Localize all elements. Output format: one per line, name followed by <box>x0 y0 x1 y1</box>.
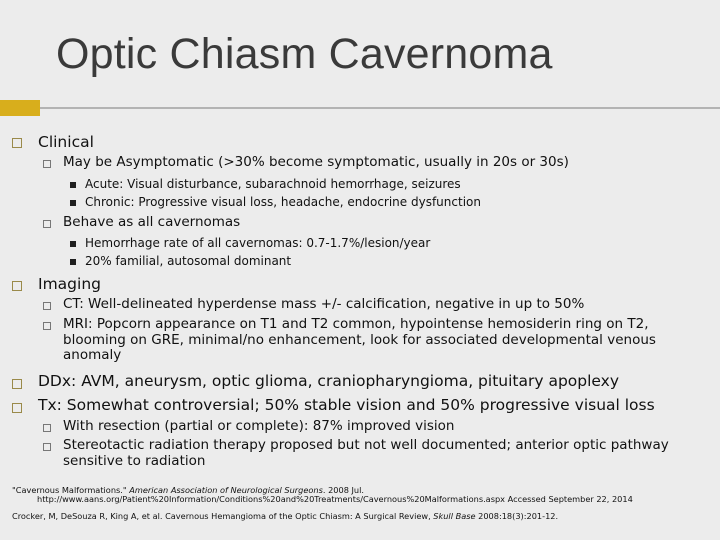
bullet-box-icon <box>12 281 22 291</box>
slide-title: Optic Chiasm Cavernoma <box>56 30 553 78</box>
tx-heading: Tx: Somewhat controversial; 50% stable vision and 50% progressive visual loss <box>38 396 655 414</box>
ddx-line: DDx: AVM, aneurysm, optic glioma, craniopharyngioma, pituitary apoplexy <box>38 372 620 390</box>
bullet-square-icon <box>70 200 76 206</box>
clinical-behave: Behave as all cavernomas <box>63 214 241 230</box>
bullet-box-icon <box>12 138 22 148</box>
tx-radiation-line-2: sensitive to radiation <box>63 453 206 469</box>
bullet-box-icon <box>43 220 51 228</box>
clinical-chronic: Chronic: Progressive visual loss, headache, endocrine dysfunction <box>85 195 481 209</box>
bullet-square-icon <box>70 259 76 265</box>
bullet-box-icon <box>43 443 51 451</box>
reference-2 <box>12 510 558 522</box>
tx-resection: With resection (partial or complete): 87% improved vision <box>63 418 455 434</box>
clinical-acute: Acute: Visual disturbance, subarachnoid hemorrhage, seizures <box>85 177 461 191</box>
bullet-box-icon <box>43 160 51 168</box>
clinical-familial: 20% familial, autosomal dominant <box>85 254 292 268</box>
imaging-heading: Imaging <box>38 275 101 293</box>
reference-2-journal: Skull Base <box>433 511 476 521</box>
imaging-mri-line-3: anomaly <box>63 347 122 363</box>
bullet-box-icon <box>43 322 51 330</box>
bullet-box-icon <box>12 403 22 413</box>
reference-2-citation: 2008:18(3):201-12. <box>475 511 559 521</box>
reference-1-url[interactable]: http://www.aans.org/Patient%20Information/Conditions%20and%20Treatments/Cavernous%20Malformations.aspx Accessed September 22, 2014 <box>37 494 633 504</box>
bullet-box-icon <box>43 302 51 310</box>
reference-2-authors-title: Crocker, M, DeSouza R, King A, et al. Cavernous Hemangioma of the Optic Chiasm: A Surgical Review, <box>12 511 434 521</box>
imaging-mri-line-1: MRI: Popcorn appearance on T1 and T2 common, hypointense hemosiderin ring on T2, <box>63 316 649 332</box>
clinical-heading: Clinical <box>38 133 94 151</box>
reference-1-title: "Cavernous Malformations." <box>12 485 130 495</box>
clinical-asymptomatic: May be Asymptomatic (>30% become symptomatic, usually in 20s or 30s) <box>63 154 569 170</box>
reference-1-source: American Association of Neurological Surgeons <box>129 485 323 495</box>
bullet-box-icon <box>43 424 51 432</box>
imaging-mri-line-2: blooming on GRE, minimal/no enhancement, look for associated developmental venous <box>63 332 656 348</box>
tx-radiation-line-1: Stereotactic radiation therapy proposed but not well documented; anterior optic pathway <box>63 437 669 453</box>
bullet-square-icon <box>70 241 76 247</box>
clinical-hemorrhage: Hemorrhage rate of all cavernomas: 0.7-1.7%/lesion/year <box>85 236 431 250</box>
bullet-square-icon <box>70 182 76 188</box>
bullet-box-icon <box>12 379 22 389</box>
reference-1-date: . 2008 Jul. <box>322 485 365 495</box>
imaging-ct: CT: Well-delineated hyperdense mass +/- calcification, negative in up to 50% <box>63 296 585 312</box>
